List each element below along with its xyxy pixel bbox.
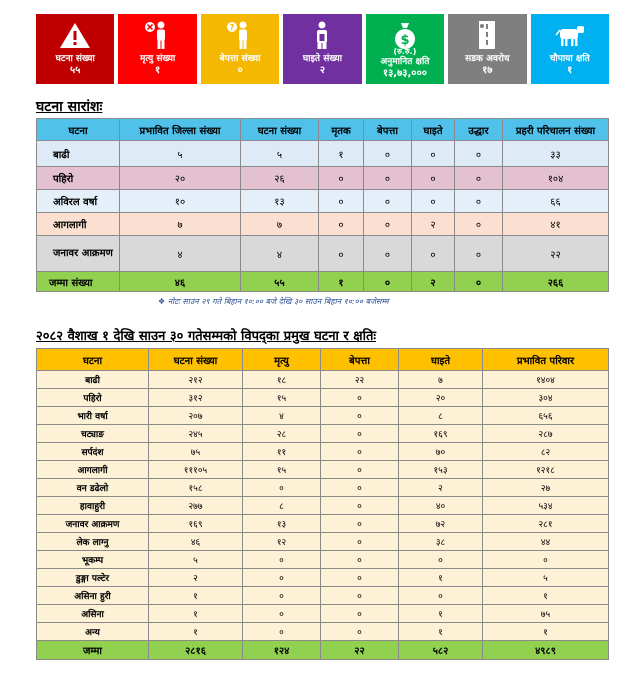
tile-label: चौपाया क्षति [549,54,590,64]
table-cell: १ [319,272,364,292]
table-cell: बाढी [37,371,149,389]
table-row [37,623,609,641]
table-cell: १५ [243,461,321,479]
table-cell: आगलागी [37,213,120,236]
table-cell: १८ [243,371,321,389]
tile-label: अनुमानित क्षति [380,57,430,67]
table-cell: ५३४ [483,497,609,515]
column-header: प्रभावित जिल्ला संख्या [120,119,241,141]
table-cell: ५८२ [399,641,483,660]
column-header: मृतक [319,119,364,141]
tile-value: २ [319,65,326,76]
table-cell: असिना हुरी [37,587,149,605]
table-cell: ४ [120,236,241,272]
table-row [37,236,609,272]
table-cell: ० [321,461,399,479]
table-cell: जम्मा संख्या [37,272,120,292]
table-cell: ० [364,272,412,292]
table-cell: ० [321,443,399,461]
table-cell: ० [412,190,455,213]
table-cell: ० [321,515,399,533]
table-cell: १६९ [149,515,243,533]
column-header: प्रभावित परिवार [483,349,609,371]
table-cell: ११ [243,443,321,461]
table-cell: १२४ [243,641,321,660]
table-cell: १ [399,605,483,623]
table-cell: ० [321,407,399,425]
column-header: मृत्यु [243,349,321,371]
table-cell: १ [399,569,483,587]
column-header: घाइते [399,349,483,371]
table-cell: १०४ [503,167,609,190]
table-cell: ० [455,190,503,213]
table-cell: ० [243,479,321,497]
table-cell: ० [319,236,364,272]
table-total-row [37,272,609,292]
table-cell: ६६ [503,190,609,213]
table-row [37,515,609,533]
summary-title: घटना सारांशः [36,99,103,115]
table-cell: ८ [399,407,483,425]
table-cell: २७ [483,479,609,497]
tile-value: १३,७३,००० [382,68,427,79]
table-cell: २८१६ [149,641,243,660]
table-cell: जनावर आक्रमण [37,236,120,272]
table-row [37,569,609,587]
tile-value: १ [567,65,573,76]
table-cell: १२१८ [483,461,609,479]
table-cell: ० [243,605,321,623]
major-title: २०८२ वैशाख १ देखि साउन ३० गतेसम्मको विपद्का प्रमुख घटना र क्षतिः [36,329,376,344]
table-cell: वन डढेलो [37,479,149,497]
table-cell: ५ [120,141,241,167]
tile-livestock [531,14,609,84]
tile-injured [283,14,361,84]
table-cell: ० [455,167,503,190]
table-cell: १३ [243,515,321,533]
tile-label: बेपत्ता संख्या [219,54,261,64]
table-cell: ० [455,141,503,167]
table-cell: ७५ [149,443,243,461]
table-cell: ० [399,551,483,569]
table-cell: लेक लाग्नु [37,533,149,551]
table-cell: ५ [149,551,243,569]
table-header-row [37,349,609,371]
table-row [37,497,609,515]
table-cell: ५ [483,569,609,587]
table-cell: ० [243,551,321,569]
table-cell: ० [412,236,455,272]
tile-unit: (रु.रु.) [393,47,417,56]
table-cell: ० [243,587,321,605]
tile-label: घटना संख्या [55,54,95,64]
table-cell: ४४ [483,533,609,551]
table-row [37,443,609,461]
road-blocked-icon [470,20,504,50]
table-cell: ० [243,623,321,641]
column-header: घटना संख्या [149,349,243,371]
table-cell: ० [319,213,364,236]
table-cell: ० [321,479,399,497]
table-cell: ० [321,623,399,641]
tile-road-block [448,14,526,84]
tile-value: १ [155,65,161,76]
column-header: घटना [37,349,149,371]
table-cell: २ [399,479,483,497]
table-cell: २१२ [149,371,243,389]
table-cell: २२ [321,371,399,389]
table-cell: २६ [241,167,319,190]
table-total-row [37,641,609,660]
table-cell: १० [120,190,241,213]
column-header: घटना संख्या [241,119,319,141]
tile-value: ५५ [70,65,81,76]
table-row [37,389,609,407]
tile-missing [201,14,279,84]
column-header: बेपत्ता [364,119,412,141]
table-cell: १५ [243,389,321,407]
table-cell: १ [483,587,609,605]
table-cell: ० [243,569,321,587]
svg-text:$: $ [400,33,410,48]
table-row [37,551,609,569]
table-cell: २ [412,272,455,292]
table-cell: ० [412,167,455,190]
tile-incidents [36,14,114,84]
tile-value: १७ [482,65,493,76]
table-cell: ० [483,551,609,569]
tile-label: घाइते संख्या [302,54,343,64]
table-cell: जनावर आक्रमण [37,515,149,533]
table-cell: ७५ [483,605,609,623]
table-cell: ४९८९ [483,641,609,660]
table-cell: अविरल वर्षा [37,190,120,213]
table-cell: ७ [120,213,241,236]
summary-table [36,118,609,292]
injured-person-icon [305,20,339,50]
table-cell: २८७ [483,425,609,443]
table-cell: ५ [241,141,319,167]
table-cell: ० [455,272,503,292]
indicator-tiles [36,14,609,84]
table-row [37,190,609,213]
table-cell: ० [321,497,399,515]
table-row [37,533,609,551]
table-cell: २ [149,569,243,587]
table-cell: १६९ [399,425,483,443]
table-cell: ० [455,236,503,272]
table-cell: पहिरो [37,389,149,407]
table-cell: ५५ [241,272,319,292]
table-cell: ४६ [149,533,243,551]
table-row [37,141,609,167]
table-cell: आगलागी [37,461,149,479]
table-cell: १ [149,587,243,605]
table-cell: ० [364,141,412,167]
table-cell: ३१२ [149,389,243,407]
table-cell: ३०४ [483,389,609,407]
table-cell: ० [364,213,412,236]
table-cell: चट्याङ [37,425,149,443]
table-cell: भारी वर्षा [37,407,149,425]
table-row [37,425,609,443]
table-cell: बाढी [37,141,120,167]
tile-value: ० [237,65,243,76]
table-cell: २६६ [503,272,609,292]
table-cell: ४१ [503,213,609,236]
table-cell: १ [319,141,364,167]
table-cell: ४६ [120,272,241,292]
table-cell: ८ [243,497,321,515]
table-cell: भूकम्प [37,551,149,569]
table-cell: ४ [243,407,321,425]
table-cell: ० [455,213,503,236]
table-cell: २० [120,167,241,190]
death-person-icon [141,20,175,50]
table-cell: १२ [243,533,321,551]
table-cell: असिना [37,605,149,623]
table-cell: ० [321,425,399,443]
table-cell: ० [399,587,483,605]
table-cell: २२ [321,641,399,660]
table-row [37,587,609,605]
table-cell: ० [364,190,412,213]
table-cell: २७७ [149,497,243,515]
table-cell: ० [412,141,455,167]
table-cell: २०७ [149,407,243,425]
table-row [37,407,609,425]
column-header: घटना [37,119,120,141]
table-cell: १ [149,605,243,623]
table-cell: ७ [241,213,319,236]
table-cell: २८ [243,425,321,443]
table-cell: ७ [399,371,483,389]
table-cell: अन्य [37,623,149,641]
column-header: बेपत्ता [321,349,399,371]
tile-label: सडक अवरोध [465,54,510,64]
table-cell: ० [321,389,399,407]
table-cell: ३८ [399,533,483,551]
table-cell: २० [399,389,483,407]
money-bag-icon [388,20,422,50]
major-incidents-table [36,348,609,660]
table-cell: हावाहुरी [37,497,149,515]
table-cell: जम्मा [37,641,149,660]
svg-text:?: ? [229,23,235,32]
summary-note: ❖ नोटः साउन २९ गते बिहान १०:०० बजे देखि ३० साउन बिहान १०:०० बजेसम्म [158,297,389,306]
table-cell: ० [364,167,412,190]
table-cell: डुङ्गा पल्टेर [37,569,149,587]
table-cell: ३३ [503,141,609,167]
table-cell: १ [149,623,243,641]
table-cell: ० [321,551,399,569]
cow-icon [553,20,587,50]
table-cell: ७२ [399,515,483,533]
table-cell: ८२ [483,443,609,461]
table-cell: २४५ [149,425,243,443]
missing-person-icon [223,20,257,50]
table-cell: ० [321,605,399,623]
column-header: घाइते [412,119,455,141]
table-row [37,461,609,479]
tile-deaths [118,14,196,84]
table-cell: ४० [399,497,483,515]
table-row [37,167,609,190]
table-row [37,605,609,623]
tile-loss [366,14,444,84]
table-cell: ० [321,569,399,587]
table-cell: १३ [241,190,319,213]
table-cell: १५३ [399,461,483,479]
table-cell: २२ [503,236,609,272]
table-cell: १५८ [149,479,243,497]
table-cell: १ [399,623,483,641]
table-row [37,479,609,497]
warning-icon [58,20,92,50]
table-cell: ० [321,587,399,605]
table-cell: २८१ [483,515,609,533]
tile-label: मृत्यु संख्या [140,54,176,64]
column-header: उद्धार [455,119,503,141]
table-cell: २ [412,213,455,236]
table-cell: १ [483,623,609,641]
table-cell: १४०४ [483,371,609,389]
table-cell: ६५६ [483,407,609,425]
table-cell: ० [319,167,364,190]
table-cell: ० [319,190,364,213]
table-cell: १११०५ [149,461,243,479]
table-row [37,213,609,236]
table-cell: ० [364,236,412,272]
table-cell: पहिरो [37,167,120,190]
table-cell: ४ [241,236,319,272]
table-cell: ७० [399,443,483,461]
table-cell: सर्पदंश [37,443,149,461]
table-row [37,371,609,389]
table-header-row [37,119,609,141]
table-cell: ० [321,533,399,551]
column-header: प्रहरी परिचालन संख्या [503,119,609,141]
